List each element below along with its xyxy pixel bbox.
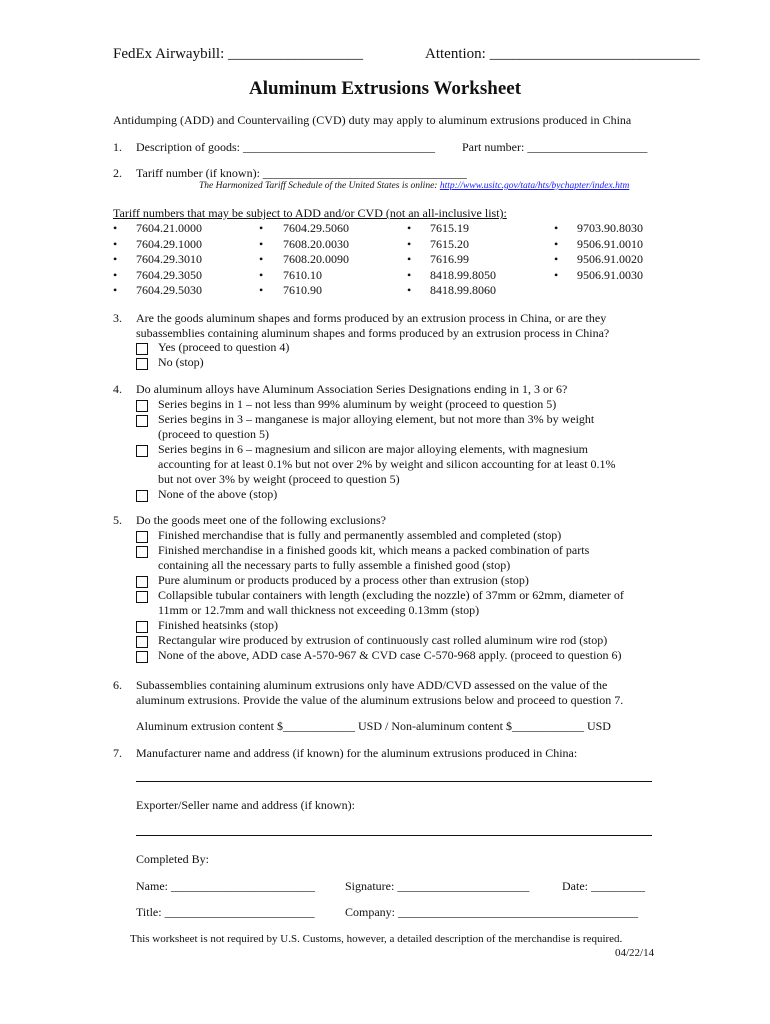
- tariff-number-item: 9506.91.0010: [577, 237, 643, 251]
- q5-tubular-label: Collapsible tubular containers with length (excluding the nozzle) of 37mm or 62mm, diameter of: [158, 588, 624, 602]
- q4-number: 4.: [113, 382, 122, 396]
- q5-tubular-checkbox[interactable]: [136, 591, 148, 603]
- tariff-number-item: 9703.90.8030: [577, 221, 643, 235]
- exporter-label: Exporter/Seller name and address (if known):: [136, 798, 355, 812]
- q5-kit-label: Finished merchandise in a finished goods kit, which means a packed combination of parts: [158, 543, 590, 557]
- q3-question-line2: subassemblies containing aluminum shapes and forms produced by an extrusion process in China?: [136, 326, 610, 340]
- q4-none-checkbox[interactable]: [136, 490, 148, 502]
- completed-by-label: Completed By:: [136, 852, 209, 866]
- hts-note: [199, 181, 629, 191]
- q4-question: Do aluminum alloys have Aluminum Association Series Designations ending in 1, 3 or 6?: [136, 382, 568, 396]
- date-field[interactable]: Date: _________: [562, 879, 645, 893]
- tariff-bullet: •: [407, 283, 412, 297]
- q3-yes-label: Yes (proceed to question 4): [158, 340, 290, 354]
- q4-series3-label-cont: (proceed to question 5): [158, 427, 269, 441]
- tariff-number-item: 7604.29.1000: [136, 237, 202, 251]
- tariff-bullet: •: [259, 268, 264, 282]
- q5-number: 5.: [113, 513, 122, 527]
- q4-series3-label: Series begins in 3 – manganese is major alloying element, but not more than 3% by weight: [158, 412, 595, 426]
- tariff-bullet: •: [554, 221, 559, 235]
- q6-text-line1: Subassemblies containing aluminum extrusions only have ADD/CVD assessed on the value of the: [136, 678, 608, 692]
- tariff-bullet: •: [554, 237, 559, 251]
- tariff-bullet: •: [259, 252, 264, 266]
- q5-none-checkbox[interactable]: [136, 651, 148, 663]
- q5-pure-label: Pure aluminum or products produced by a process other than extrusion (stop): [158, 573, 529, 587]
- tariff-number-item: 9506.91.0030: [577, 268, 643, 282]
- q5-heatsinks-label: Finished heatsinks (stop): [158, 618, 278, 632]
- q4-series6-label: Series begins in 6 – magnesium and silicon are major alloying elements, with magnesium: [158, 442, 588, 456]
- tariff-number-item: 8418.99.8060: [430, 283, 496, 297]
- tariff-bullet: •: [113, 237, 118, 251]
- tariff-number-item: 7604.29.5060: [283, 221, 349, 235]
- tariff-bullet: •: [113, 283, 118, 297]
- q5-wire-checkbox[interactable]: [136, 636, 148, 648]
- tariff-number-item: 8418.99.8050: [430, 268, 496, 282]
- title-field[interactable]: Title: _________________________: [136, 905, 315, 919]
- q4-series6-label-cont2: but not over 3% by weight (proceed to question 5): [158, 472, 400, 486]
- q3-no-checkbox[interactable]: [136, 358, 148, 370]
- tariff-number-item: 7604.29.5030: [136, 283, 202, 297]
- description-field[interactable]: Description of goods: ________________________________: [136, 140, 435, 154]
- tariff-bullet: •: [554, 252, 559, 266]
- q5-heatsinks-checkbox[interactable]: [136, 621, 148, 633]
- hts-link[interactable]: http://www.usitc.gov/tata/hts/bychapter/index.htm: [439, 181, 630, 191]
- part-number-field[interactable]: Part number: ____________________: [462, 140, 648, 154]
- q5-kit-checkbox[interactable]: [136, 546, 148, 558]
- tariff-number-item: 7610.10: [283, 268, 322, 282]
- hts-note-text: The Harmonized Tariff Schedule of the United States is online:: [199, 181, 438, 191]
- q2-number: 2.: [113, 166, 122, 180]
- tariff-number-item: 7604.29.3010: [136, 252, 202, 266]
- tariff-number-item: 7615.20: [430, 237, 469, 251]
- intro-text: Antidumping (ADD) and Countervailing (CVD) duty may apply to aluminum extrusions produced in China: [113, 113, 632, 127]
- name-field[interactable]: Name: ________________________: [136, 879, 315, 893]
- q5-kit-label-cont: containing all the necessary parts to fully assemble a finished good (stop): [158, 558, 511, 572]
- page-title: Aluminum Extrusions Worksheet: [248, 78, 522, 99]
- tariff-bullet: •: [407, 221, 412, 235]
- q6-number: 6.: [113, 678, 122, 692]
- airwaybill-field[interactable]: FedEx Airwaybill: __________________: [113, 46, 363, 62]
- q5-none-label: None of the above, ADD case A-570-967 & CVD case C-570-968 apply. (proceed to question 6): [158, 648, 622, 662]
- q4-series6-label-cont1: accounting for at least 0.1% but not over 2% by weight and silicon accounting for at least 0.1%: [158, 457, 616, 471]
- q4-series1-checkbox[interactable]: [136, 400, 148, 412]
- tariff-number-item: 7604.29.3050: [136, 268, 202, 282]
- q4-none-label: None of the above (stop): [158, 487, 278, 501]
- tariff-number-item: 7608.20.0030: [283, 237, 349, 251]
- q3-number: 3.: [113, 311, 122, 325]
- q5-finished-label: Finished merchandise that is fully and permanently assembled and completed (stop): [158, 528, 562, 542]
- q5-tubular-label-cont: 11mm or 12.7mm and wall thickness not exceeding 0.13mm (stop): [158, 603, 480, 617]
- tariff-bullet: •: [407, 237, 412, 251]
- exporter-field[interactable]: [136, 835, 652, 836]
- q4-series3-checkbox[interactable]: [136, 415, 148, 427]
- q6-text-line2: aluminum extrusions. Provide the value of the aluminum extrusions below and proceed to question 7.: [136, 693, 624, 707]
- tariff-number-item: 7615.19: [430, 221, 469, 235]
- tariff-bullet: •: [113, 268, 118, 282]
- revision-date: 04/22/14: [615, 947, 655, 959]
- q4-series1-label: Series begins in 1 – not less than 99% aluminum by weight (proceed to question 5): [158, 397, 557, 411]
- q4-series6-checkbox[interactable]: [136, 445, 148, 457]
- q3-question-line1: Are the goods aluminum shapes and forms produced by an extrusion process in China, or are they: [136, 311, 607, 325]
- tariff-number-item: 7616.99: [430, 252, 469, 266]
- footer-note: This worksheet is not required by U.S. Customs, however, a detailed description of the merchandise is required.: [130, 933, 623, 945]
- tariff-list-heading: Tariff numbers that may be subject to ADD and/or CVD (not an all-inclusive list):: [113, 206, 507, 220]
- tariff-bullet: •: [554, 268, 559, 282]
- q5-wire-label: Rectangular wire produced by extrusion of continuously cast rolled aluminum wire rod (stop): [158, 633, 608, 647]
- tariff-bullet: •: [259, 237, 264, 251]
- tariff-number-item: 7608.20.0090: [283, 252, 349, 266]
- tariff-number-item: 7604.21.0000: [136, 221, 202, 235]
- company-field[interactable]: Company: ________________________________________: [345, 905, 638, 919]
- q5-pure-checkbox[interactable]: [136, 576, 148, 588]
- tariff-bullet: •: [259, 283, 264, 297]
- q5-question: Do the goods meet one of the following exclusions?: [136, 513, 386, 527]
- q1-number: 1.: [113, 140, 122, 154]
- attention-field[interactable]: Attention: ____________________________: [425, 46, 700, 62]
- tariff-number-item: 9506.91.0020: [577, 252, 643, 266]
- manufacturer-field[interactable]: [136, 781, 652, 782]
- tariff-bullet: •: [407, 252, 412, 266]
- tariff-bullet: •: [407, 268, 412, 282]
- q3-no-label: No (stop): [158, 355, 204, 369]
- signature-field[interactable]: Signature: ______________________: [345, 879, 530, 893]
- q3-yes-checkbox[interactable]: [136, 343, 148, 355]
- q7-number: 7.: [113, 746, 122, 760]
- tariff-bullet: •: [113, 221, 118, 235]
- tariff-bullet: •: [259, 221, 264, 235]
- tariff-number-item: 7610.90: [283, 283, 322, 297]
- q7-question: Manufacturer name and address (if known) for the aluminum extrusions produced in China:: [136, 746, 578, 760]
- tariff-bullet: •: [113, 252, 118, 266]
- tariff-number-field[interactable]: Tariff number (if known): __________________________________: [136, 166, 467, 180]
- q5-finished-checkbox[interactable]: [136, 531, 148, 543]
- content-value-fields[interactable]: Aluminum extrusion content $____________ USD / Non-aluminum content $____________ USD: [136, 719, 611, 733]
